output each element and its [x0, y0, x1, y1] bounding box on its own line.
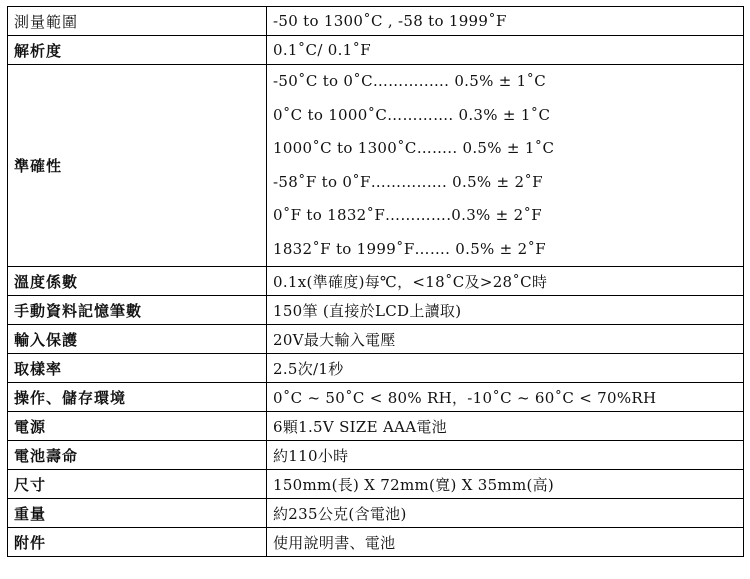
table-row-battery-life — [8, 441, 744, 470]
row-label: 附件 — [8, 528, 267, 557]
row-label: 輸入保護 — [8, 325, 267, 354]
accuracy-line: 1000˚C to 1300˚C…….. 0.5% ± 1˚C — [273, 139, 555, 157]
row-value: 0˚C ~ 50˚C < 80% RH，-10˚C ~ 60˚C < 70%RH — [267, 383, 744, 412]
row-value: 約110小時 — [267, 441, 744, 470]
accuracy-line: -58˚F to 0˚F………..…. 0.5% ± 2˚F — [273, 172, 543, 191]
row-value: 使用說明書、電池 — [267, 528, 744, 557]
table-row-power — [8, 412, 744, 441]
spec-table — [7, 6, 744, 557]
row-value: 2.5次/1秒 — [267, 354, 744, 383]
row-value: 150筆 (直接於LCD上讀取) — [267, 296, 744, 325]
accuracy-line: -50˚C to 0˚C………..…. 0.5% ± 1˚C — [273, 72, 547, 90]
table-row-temp-coeff — [8, 267, 744, 296]
table-row-accessories — [8, 528, 744, 557]
row-label: 操作、儲存環境 — [8, 383, 267, 412]
accuracy-line: 0˚C to 1000˚C…………. 0.3% ± 1˚C — [273, 105, 551, 124]
accuracy-line: 1832˚F to 1999˚F……. 0.5% ± 2˚F — [273, 239, 546, 258]
row-label: 測量範圍 — [8, 7, 267, 36]
accuracy-line: 0˚F to 1832˚F………….0.3% ± 2˚F — [273, 206, 542, 224]
row-label: 電池壽命 — [8, 441, 267, 470]
table-row-environment — [8, 383, 744, 412]
row-label: 解析度 — [8, 36, 267, 65]
row-value: -50 to 1300˚C , -58 to 1999˚F — [267, 7, 744, 36]
table-row-input-protection — [8, 325, 744, 354]
row-value: 6顆1.5V SIZE AAA電池 — [267, 412, 744, 441]
row-value: 150mm(長) X 72mm(寬) X 35mm(高) — [267, 470, 744, 499]
table-row-accuracy — [8, 65, 744, 267]
row-label: 尺寸 — [8, 470, 267, 499]
table-row-size — [8, 470, 744, 499]
row-value: 20V最大輸入電壓 — [267, 325, 744, 354]
row-value: 0.1˚C/ 0.1˚F — [267, 36, 744, 65]
row-label: 溫度係數 — [8, 267, 267, 296]
table-row-weight — [8, 499, 744, 528]
row-label: 取樣率 — [8, 354, 267, 383]
row-value: 0.1x(準確度)每℃，<18˚C及>28˚C時 — [267, 267, 744, 296]
row-value: 約235公克(含電池) — [267, 499, 744, 528]
accuracy-values — [267, 65, 744, 267]
row-label: 重量 — [8, 499, 267, 528]
row-label: 手動資料記憶筆數 — [8, 296, 267, 325]
row-label: 準確性 — [8, 65, 267, 267]
row-label: 電源 — [8, 412, 267, 441]
table-row-memory — [8, 296, 744, 325]
table-row-sample-rate — [8, 354, 744, 383]
table-row-range — [8, 7, 744, 36]
table-row-resolution — [8, 36, 744, 65]
